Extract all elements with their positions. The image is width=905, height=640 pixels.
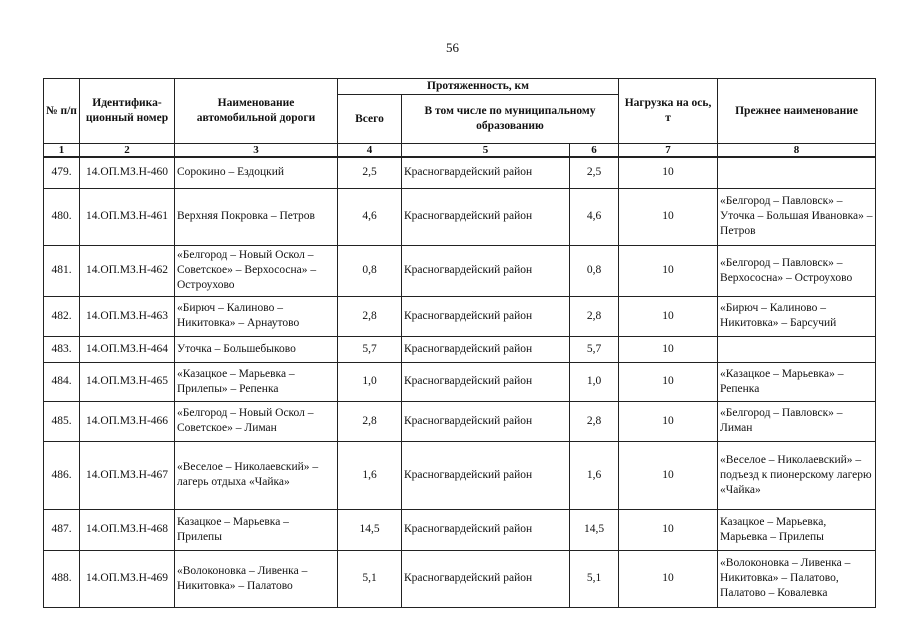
cell-former <box>718 336 876 362</box>
cell-load: 10 <box>619 188 718 245</box>
col-index-2: 2 <box>80 144 175 158</box>
cell-former: «Белгород – Павловск» – Уточка – Большая Ивановка» – Петров <box>718 188 876 245</box>
cell-id: 14.ОП.МЗ.Н-462 <box>80 245 175 296</box>
table-row <box>44 157 876 188</box>
cell-total: 2,8 <box>338 401 402 441</box>
col-index-1: 1 <box>44 144 80 158</box>
cell-district: Красногвардейский район <box>402 401 570 441</box>
cell-num: 487. <box>44 509 80 550</box>
cell-num: 488. <box>44 550 80 607</box>
cell-district: Красногвардейский район <box>402 362 570 401</box>
cell-former <box>718 157 876 188</box>
cell-num: 483. <box>44 336 80 362</box>
cell-num: 482. <box>44 296 80 336</box>
cell-name: «Белгород – Новый Оскол – Советское» – Верхососна» – Остроухово <box>175 245 338 296</box>
col-index-4: 4 <box>338 144 402 158</box>
cell-total: 1,6 <box>338 441 402 509</box>
cell-load: 10 <box>619 550 718 607</box>
col-index-3: 3 <box>175 144 338 158</box>
cell-id: 14.ОП.МЗ.Н-466 <box>80 401 175 441</box>
cell-name: «Веселое – Николаевский» – лагерь отдыха «Чайка» <box>175 441 338 509</box>
cell-km: 1,0 <box>570 362 619 401</box>
cell-load: 10 <box>619 509 718 550</box>
cell-num: 486. <box>44 441 80 509</box>
cell-district: Красногвардейский район <box>402 509 570 550</box>
cell-km: 5,1 <box>570 550 619 607</box>
cell-km: 5,7 <box>570 336 619 362</box>
cell-id: 14.ОП.МЗ.Н-467 <box>80 441 175 509</box>
cell-district: Красногвардейский район <box>402 441 570 509</box>
cell-num: 479. <box>44 157 80 188</box>
cell-district: Красногвардейский район <box>402 188 570 245</box>
cell-district: Красногвардейский район <box>402 296 570 336</box>
cell-total: 5,1 <box>338 550 402 607</box>
cell-km: 2,8 <box>570 296 619 336</box>
cell-name: «Белгород – Новый Оскол – Советское» – Лиман <box>175 401 338 441</box>
cell-former: «Волоконовка – Ливенка – Никитовка» – Палатово, Палатово – Ковалевка <box>718 550 876 607</box>
cell-total: 2,5 <box>338 157 402 188</box>
cell-former: «Веселое – Николаевский» – подъезд к пионерскому лагерю «Чайка» <box>718 441 876 509</box>
cell-km: 2,8 <box>570 401 619 441</box>
cell-total: 4,6 <box>338 188 402 245</box>
cell-km: 14,5 <box>570 509 619 550</box>
cell-num: 485. <box>44 401 80 441</box>
table-row <box>44 296 876 336</box>
table-row <box>44 509 876 550</box>
cell-total: 5,7 <box>338 336 402 362</box>
table-row <box>44 550 876 607</box>
cell-former: «Белгород – Павловск» – Верхососна» – Остроухово <box>718 245 876 296</box>
cell-id: 14.ОП.МЗ.Н-468 <box>80 509 175 550</box>
cell-km: 2,5 <box>570 157 619 188</box>
cell-load: 10 <box>619 362 718 401</box>
col-index-5: 5 <box>402 144 570 158</box>
cell-load: 10 <box>619 441 718 509</box>
header-total: Всего <box>338 95 402 144</box>
cell-total: 1,0 <box>338 362 402 401</box>
roads-table <box>43 78 876 608</box>
cell-load: 10 <box>619 157 718 188</box>
table-row <box>44 188 876 245</box>
col-index-8: 8 <box>718 144 876 158</box>
cell-id: 14.ОП.МЗ.Н-464 <box>80 336 175 362</box>
header-name: Наименование автомобильной дороги <box>175 79 338 144</box>
header-num: № п/п <box>44 79 80 144</box>
cell-num: 480. <box>44 188 80 245</box>
col-index-6: 6 <box>570 144 619 158</box>
cell-load: 10 <box>619 401 718 441</box>
cell-load: 10 <box>619 245 718 296</box>
cell-load: 10 <box>619 336 718 362</box>
cell-total: 14,5 <box>338 509 402 550</box>
table-row <box>44 401 876 441</box>
cell-former: «Белгород – Павловск» – Лиман <box>718 401 876 441</box>
table-row <box>44 441 876 509</box>
cell-district: Красногвардейский район <box>402 245 570 296</box>
page-number: 56 <box>446 40 459 55</box>
cell-name: Уточка – Большебыково <box>175 336 338 362</box>
cell-id: 14.ОП.МЗ.Н-469 <box>80 550 175 607</box>
header-load: Нагрузка на ось, т <box>619 79 718 144</box>
cell-name: «Казацкое – Марьевка – Прилепы» – Репенка <box>175 362 338 401</box>
cell-km: 1,6 <box>570 441 619 509</box>
cell-id: 14.ОП.МЗ.Н-460 <box>80 157 175 188</box>
cell-former: «Бирюч – Калиново – Никитовка» – Барсучий <box>718 296 876 336</box>
cell-total: 2,8 <box>338 296 402 336</box>
table-row <box>44 336 876 362</box>
cell-km: 4,6 <box>570 188 619 245</box>
cell-district: Красногвардейский район <box>402 550 570 607</box>
cell-num: 481. <box>44 245 80 296</box>
cell-load: 10 <box>619 296 718 336</box>
cell-num: 484. <box>44 362 80 401</box>
cell-id: 14.ОП.МЗ.Н-463 <box>80 296 175 336</box>
cell-district: Красногвардейский район <box>402 336 570 362</box>
table-row <box>44 245 876 296</box>
header-id: Идентифика-ционный номер <box>80 79 175 144</box>
cell-id: 14.ОП.МЗ.Н-461 <box>80 188 175 245</box>
cell-name: «Бирюч – Калиново – Никитовка» – Арнаутово <box>175 296 338 336</box>
header-former: Прежнее наименование <box>718 79 876 144</box>
cell-former: «Казацкое – Марьевка» – Репенка <box>718 362 876 401</box>
cell-name: «Волоконовка – Ливенка – Никитовка» – Палатово <box>175 550 338 607</box>
cell-district: Красногвардейский район <box>402 157 570 188</box>
header-incl: В том числе по муниципальному образованию <box>402 95 619 144</box>
col-index-7: 7 <box>619 144 718 158</box>
header-length: Протяженность, км <box>338 79 619 95</box>
cell-id: 14.ОП.МЗ.Н-465 <box>80 362 175 401</box>
cell-name: Казацкое – Марьевка – Прилепы <box>175 509 338 550</box>
table-row <box>44 362 876 401</box>
cell-name: Сорокино – Ездоцкий <box>175 157 338 188</box>
cell-name: Верхняя Покровка – Петров <box>175 188 338 245</box>
cell-former: Казацкое – Марьевка, Марьевка – Прилепы <box>718 509 876 550</box>
cell-total: 0,8 <box>338 245 402 296</box>
cell-km: 0,8 <box>570 245 619 296</box>
